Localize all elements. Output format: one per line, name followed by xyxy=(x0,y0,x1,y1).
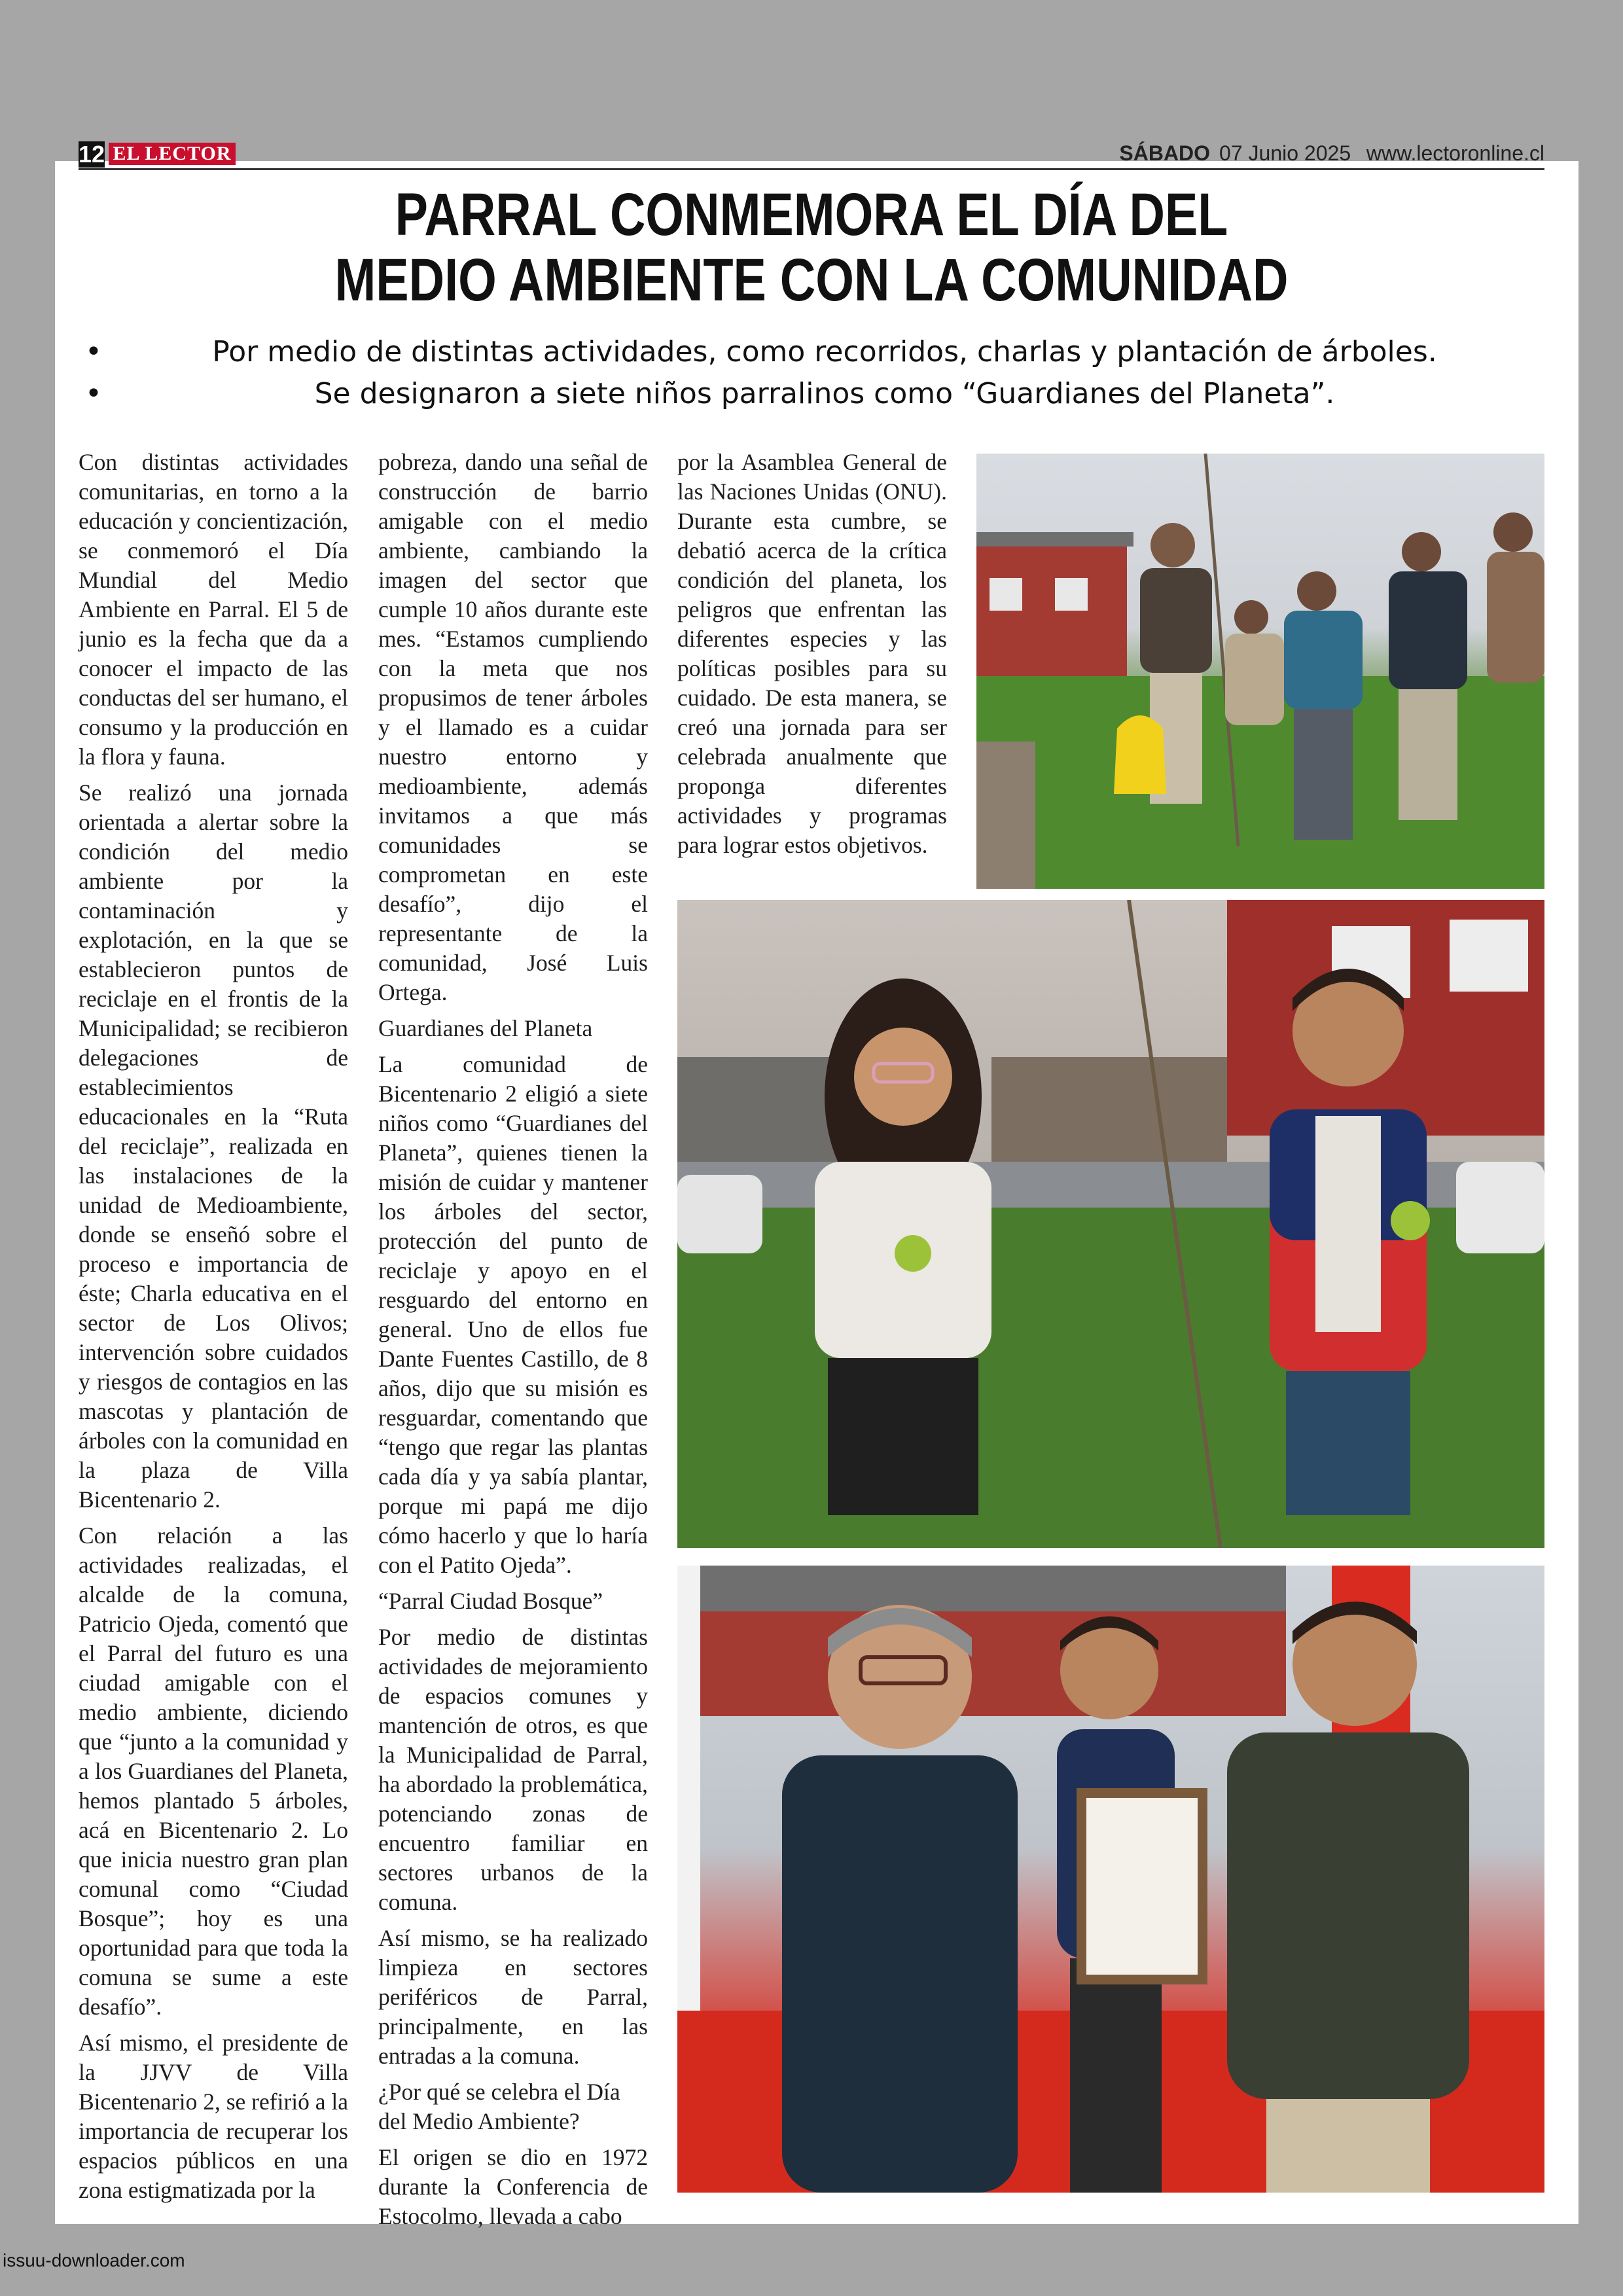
photo-diploma-ceremony xyxy=(677,1566,1544,2193)
page-number: 12 xyxy=(79,141,105,168)
headline-line-1: PARRAL CONMEMORA EL DÍA DEL xyxy=(395,181,1228,248)
bullet-icon: • xyxy=(85,335,102,368)
dateline-date: 07 Junio 2025 xyxy=(1219,141,1351,165)
paragraph: Por medio de distintas actividades de mejoramiento de espacios comunes y mantención de otros, es que la Municipalidad de Parral, ha abordado la problemática, potenciando zonas de encuentro familiar en sectores urbanos de la comuna. xyxy=(378,1624,649,1915)
paragraph: La comunidad de Bicentenario 2 eligió a siete niños como “Guardianes del Planeta”, quienes tienen la misión de cuidar y mantener los árboles del sector, protección del punto de reciclaje y apoyo en el resguardo del entorno en general. Uno de ellos fue Dante Fuentes Castillo, de 8 años, dijo que su misión es resguardar, comentando que “tengo que regar las plantas cada día y ya sabía plantar, porque mi papá me dijo cómo hacerlo y que lo haría con el Patito Ojeda”. xyxy=(378,1051,648,1578)
article-column-2 xyxy=(378,448,648,2238)
bullet-icon: • xyxy=(85,377,102,410)
bullet-text: Se designaron a siete niños parralinos como “Guardianes del Planeta”. xyxy=(314,377,1335,410)
photo-community-planting xyxy=(976,454,1544,889)
subheading: ¿Por qué se celebra el Día del Medio Ambiente? xyxy=(378,2079,620,2134)
paragraph: Con distintas actividades comunitarias, en torno a la educación y concientización, se conmemoró el Día Mundial del Medio Ambiente en Parral. El 5 de junio es la fecha que da a conocer el impacto de las conductas del ser humano, el consumo y la producción en la flora y fauna. xyxy=(79,449,348,770)
headline xyxy=(253,182,1370,313)
subheading: “Parral Ciudad Bosque” xyxy=(378,1588,603,1614)
header-divider xyxy=(79,168,1544,170)
photo-illustration xyxy=(976,454,1544,889)
paragraph: El origen se dio en 1972 durante la Conferencia de Estocolmo, llevada a cabo xyxy=(378,2144,648,2229)
paragraph: pobreza, dando una señal de construcción de barrio amigable con el medio ambiente, cambiando la imagen del sector que cumple 10 años durante este mes. “Estamos cumpliendo con la meta que nos propusimos de tener árboles y el llamado es a cuidar nuestro entorno y medioambiente, además invitamos a que más comunidades se comprometan en este desafío”, dijo el representante de la comunidad, José Luis Ortega. xyxy=(378,449,648,1005)
paragraph: por la Asamblea General de las Naciones Unidas (ONU). Durante esta cumbre, se debatió acerca de la crítica condición del planeta, los peligros que enfrentan las diferentes especies y las políticas posibles para su cuidado. De esta manera, se creó una jornada para ser celebrada anualmente que proponga diferentes actividades y programas para lograr estos objetivos. xyxy=(677,449,947,858)
watermark: issuu-downloader.com xyxy=(3,2250,185,2270)
newspaper-logo: EL LECTOR xyxy=(109,143,236,165)
subheading: Guardianes del Planeta xyxy=(378,1015,593,1041)
bullet-text: Por medio de distintas actividades, como recorridos, charlas y plantación de árboles. xyxy=(212,335,1437,368)
website-link[interactable]: www.lectoronline.cl xyxy=(1366,141,1544,165)
paragraph: Con relación a las actividades realizadas, el alcalde de la comuna, Patricio Ojeda, comentó que el Parral del futuro es una ciudad amigable con el medio ambiente, diciendo que “junto a la comunidad y a los Guardianes del Planeta, hemos plantado 5 árboles, acá en Bicentenario 2. Lo que inicia nuestro gran plan comunal como “Ciudad Bosque”; hoy es una oportunidad para que toda la comuna se sume a este desafío”. xyxy=(79,1522,348,2020)
photo-illustration xyxy=(677,900,1544,1548)
photo-illustration xyxy=(677,1566,1544,2193)
article-column-3 xyxy=(677,448,947,867)
paragraph: Así mismo, el presidente de la JJVV de Villa Bicentenario 2, se refirió a la importancia de recuperar los espacios públicos en una zona estigmatizada por la xyxy=(79,2030,349,2203)
headline-line-2: MEDIO AMBIENTE CON LA COMUNIDAD xyxy=(334,247,1289,314)
page-header xyxy=(79,140,1544,170)
dateline xyxy=(1119,141,1544,166)
article-column-1 xyxy=(79,448,348,2212)
bullet-item xyxy=(79,373,1544,415)
summary-bullets xyxy=(79,331,1544,415)
paragraph: Así mismo, se ha realizado limpieza en sectores periféricos de Parral, principalmente, en las entradas a la comuna. xyxy=(378,1925,648,2069)
bullet-item xyxy=(79,331,1544,373)
dateline-day: SÁBADO xyxy=(1119,141,1211,165)
paragraph: Se realizó una jornada orientada a alertar sobre la condición del medio ambiente por la contaminación y explotación, en la que se establecieron puntos de reciclaje en el frontis de la Municipalidad; se recibieron delegaciones de establecimientos educacionales en la “Ruta del reciclaje”, realizada en las instalaciones de la unidad de Medioambiente, donde se enseñó sobre el proceso e importancia de éste; Charla educativa en el sector de Los Olivos; intervención sobre cuidados y riesgos de contagios en las mascotas y plantación de árboles con la comunidad en la plaza de Villa Bicentenario 2. xyxy=(79,780,348,1513)
photo-children-sapling xyxy=(677,900,1544,1548)
